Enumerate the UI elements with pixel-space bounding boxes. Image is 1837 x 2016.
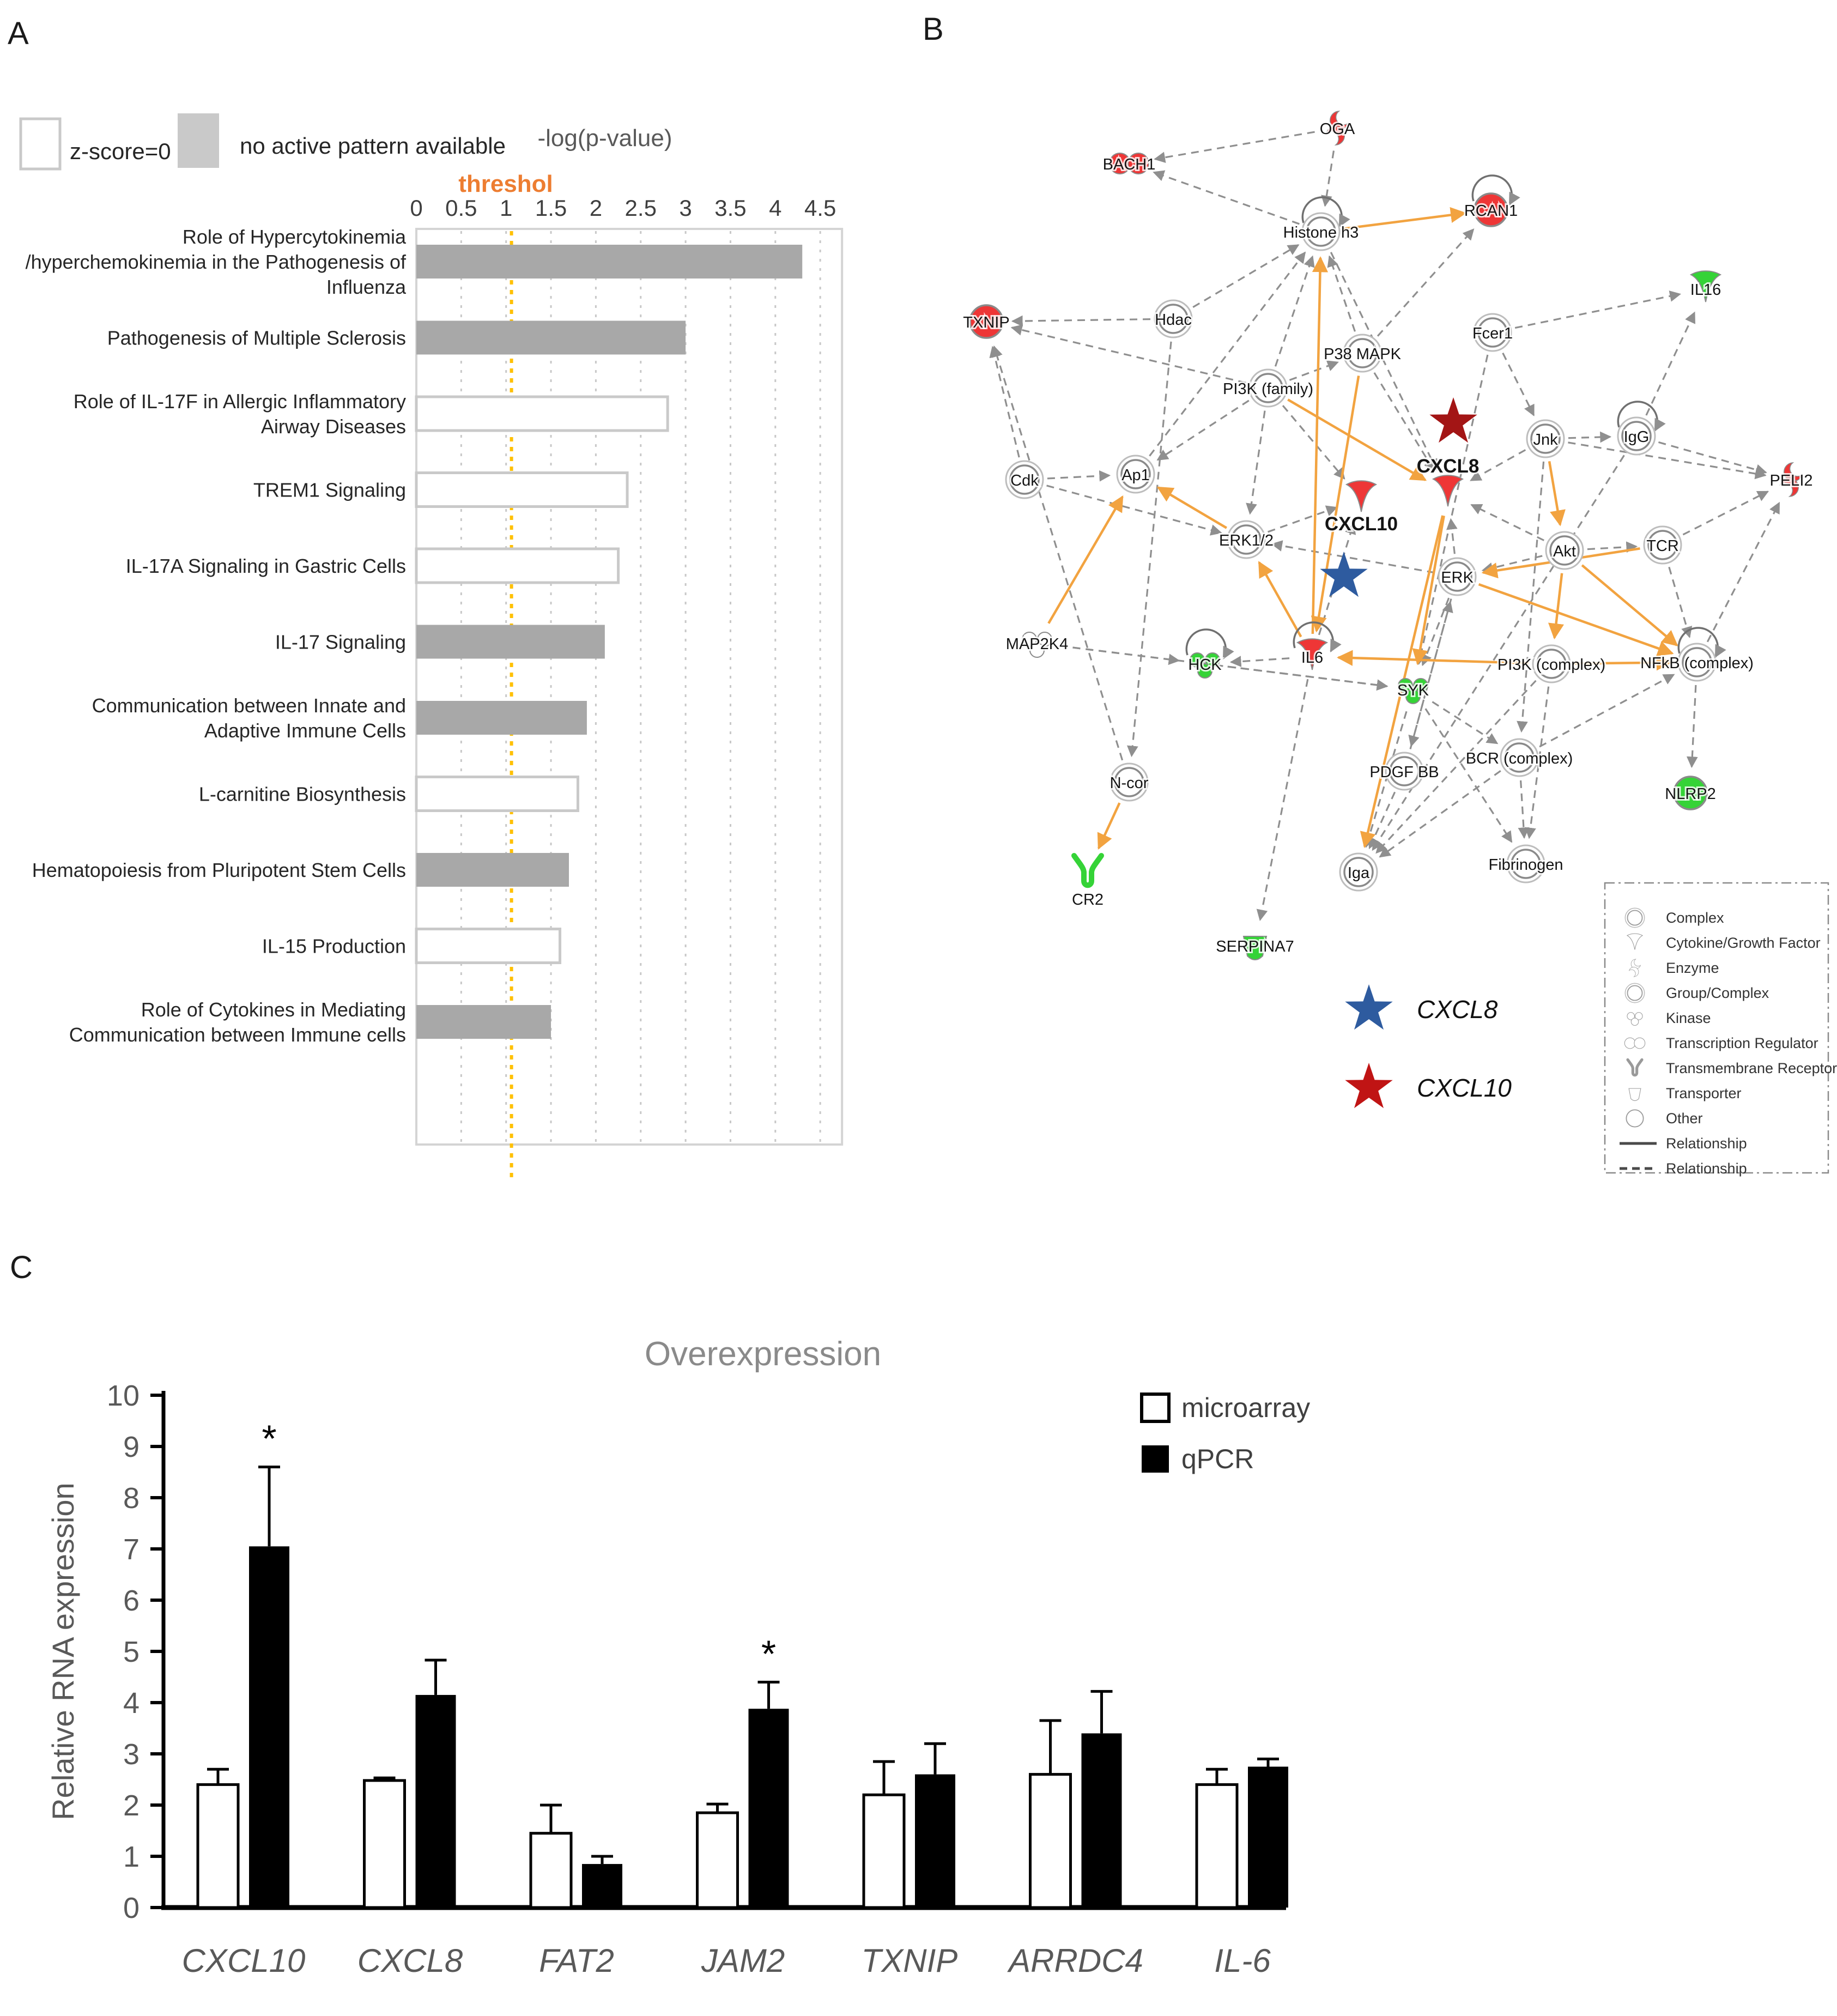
network-node-histone [1283,213,1359,250]
network-edge-histone-bach1 [1154,172,1299,224]
node-label-iga: Iga [1347,864,1370,882]
bar-microarray-ARRDC4 [1030,1775,1071,1908]
legend-swatch-qpcr [1142,1445,1169,1473]
network-node-il6 [1298,639,1327,670]
x-tick-label: 4.5 [804,195,836,221]
significance-star-CXCL10: * [262,1417,277,1460]
network-node-ap1 [1117,456,1154,493]
bar-microarray-FAT2 [531,1833,571,1908]
x-tick-label: 4 [769,195,782,221]
x-category-label: ARRDC4 [1009,1942,1143,1979]
legend-item-label: Relationship [1666,1160,1747,1177]
legend-glyph-double [1625,908,1644,927]
legend-item-label: Cytokine/Growth Factor [1666,935,1821,951]
network-edge-pi3kf-erk12 [1250,411,1265,514]
legend-item-label: Transmembrane Receptor [1666,1060,1837,1076]
network-node-p38 [1324,335,1401,372]
x-tick-label: 2 [589,195,603,221]
network-node-iga [1340,853,1377,891]
pathway-label: L-carnitine Biosynthesis [198,783,406,806]
node-label-il16: IL16 [1690,281,1721,299]
network-edge-histone-rcan1 [1344,213,1465,229]
network-edge-akt-nfkb [1582,565,1677,645]
network-edge-ap1-histone [1149,252,1305,456]
network-node-serpina7 [1216,936,1294,960]
zscore-label: z-score=0 [70,138,171,164]
network-edge-erk12-ap1 [1158,487,1227,528]
network-edge-pi3kf-ap1 [1157,401,1249,460]
y-tick-label: 8 [123,1482,140,1515]
legend-item-label: Other [1666,1110,1703,1127]
pathway-bar [416,549,619,583]
node-label-histone: Histone h3 [1283,224,1359,241]
pathway-label: Role of IL-17F in Allergic Inflammatory [73,390,406,413]
network-node-fcer1 [1472,314,1513,351]
node-label-ncor: N-cor [1110,774,1149,792]
pathway-label: Hematopoiesis from Pluripotent Stem Cells [32,859,406,881]
pathway-label: Communication between Immune cells [69,1024,406,1046]
network-edge-hdac-histone [1193,245,1298,307]
y-tick-label: 5 [123,1636,140,1668]
x-tick-label: 2.5 [625,195,657,221]
node-label-fibrinogen: Fibrinogen [1488,856,1563,874]
node-label-il6: IL6 [1301,649,1324,667]
pathway-bar [416,929,560,963]
x-tick-label: 0 [410,195,423,221]
network-edge-p38-rcan1 [1378,229,1474,336]
y-tick-label: 0 [123,1892,140,1924]
node-label-peli2: PELI2 [1769,472,1813,489]
x-category-label: JAM2 [701,1942,785,1979]
node-label-hck: HCK [1188,656,1222,674]
node-label-nfkb: NFkB (complex) [1640,655,1754,672]
bar-microarray-TXNIP [864,1795,904,1908]
network-node-jnk [1527,420,1564,457]
pathway-bar [416,397,668,431]
bar-qPCR-JAM2 [749,1709,789,1908]
network-edge-nfkb-peli2 [1707,503,1779,642]
legend-glyph-transporter [1629,1088,1641,1100]
x-tick-label: 3.5 [714,195,747,221]
legend-item-label: Relationship [1666,1135,1747,1152]
pathway-label: Airway Diseases [260,415,406,438]
network-edge-tcr-peli2 [1683,492,1768,535]
x-category-label: CXCL8 [357,1942,463,1979]
node-label-nlrp2: NLRP2 [1665,785,1716,803]
network-edge-syk-bcr [1432,702,1497,743]
x-category-label: CXCL10 [181,1942,306,1979]
legend-label-qpcr: qPCR [1181,1444,1254,1474]
node-label-hdac: Hdac [1155,311,1192,329]
node-label-rcan1: RCAN1 [1464,202,1518,220]
node-label-tcr: TCR [1646,537,1679,555]
y-tick-label: 6 [123,1584,140,1617]
network-edge-fcer1-il16 [1515,294,1680,328]
network-node-erk12 [1219,521,1274,558]
pathway-label: Influenza [326,276,406,298]
network-edge-p38-il6 [1317,376,1359,631]
pathway-bar [416,701,587,735]
legend-item-label: Group/Complex [1666,985,1769,1001]
node-label-syk: SYK [1397,682,1429,699]
network-node-map2k4 [1006,632,1068,657]
pathway-bar [416,321,686,355]
panel-a-letter: A [8,16,29,51]
x-tick-label: 0.5 [445,195,477,221]
y-axis-title: Relative RNA expression [46,1482,80,1820]
network-edge-akt-pi3kc [1555,573,1562,638]
x-tick-label: 3 [679,195,692,221]
node-label-cdk: Cdk [1010,472,1039,489]
network-node-cr2 [1072,856,1104,909]
network-edge-jnk-akt [1549,461,1560,524]
network-edge-akt-tcr [1587,547,1636,549]
legend-item-label: Kinase [1666,1010,1711,1026]
significance-star-JAM2: * [761,1632,777,1675]
network-edge-akt-cxcl8g [1471,505,1544,540]
network-edge-il6-erk12 [1259,562,1301,637]
bar-qPCR-FAT2 [582,1864,622,1908]
network-edge-bcr-fibrinogen [1521,780,1524,838]
network-edge-erk-cxcl8g [1451,519,1454,554]
node-label-ap1: Ap1 [1121,467,1150,484]
legend-label-microarray: microarray [1181,1393,1311,1423]
y-tick-label: 7 [123,1533,140,1566]
bar-microarray-IL-6 [1197,1784,1237,1908]
node-label-igg: IgG [1623,428,1650,446]
y-tick-label: 1 [123,1841,140,1873]
network-edge-ncor-cr2 [1099,803,1119,848]
panel-b-letter: B [923,11,944,47]
no-pattern-label: no active pattern available [240,133,506,159]
star-legend-icon-CXCL8 [1345,984,1392,1030]
node-label-oga: OGA [1319,120,1355,138]
network-edge-cdk-txnip [992,347,1019,458]
bar-qPCR-ARRDC4 [1082,1733,1122,1908]
network-node-pi3kc [1498,645,1605,682]
network-node-syk [1397,679,1429,704]
network-edge-jnk-igg [1568,437,1610,438]
y-tick-label: 10 [106,1379,140,1412]
node-label-cr2: CR2 [1071,891,1104,909]
network-node-tcr [1644,526,1681,564]
legend-glyph-double [1625,983,1644,1002]
network-edge-hdac-ncor [1132,342,1171,756]
network-edge-nfkb-nlrp2 [1692,685,1696,767]
star-legend-label: CXCL10 [1417,1074,1512,1102]
x-tick-label: 1.5 [535,195,567,221]
legend-swatch-microarray [1142,1394,1169,1421]
bar-microarray-CXCL10 [198,1784,238,1908]
legend-item-label: Transporter [1666,1085,1742,1101]
star-legend-icon-CXCL10 [1345,1063,1392,1108]
x-category-label: TXNIP [861,1942,958,1979]
pathway-bar-chart [21,113,842,1183]
network-edge-igg-il16 [1646,312,1695,415]
network-node-txnip [963,305,1009,338]
rna-expression-bar-chart [46,1335,1310,1979]
network-edge-bcr-nfkb [1539,675,1674,747]
legend-item-label: Complex [1666,910,1724,926]
network-edge-erk-nfkb [1479,584,1672,653]
network-edge-pi3kf-cxcl10g [1283,405,1344,479]
network-node-cdk [1006,461,1043,498]
bar-qPCR-CXCL10 [249,1546,289,1908]
pathway-label: IL-15 Production [262,935,406,958]
pathway-bar [416,625,605,659]
network-node-star_blue [1320,552,1367,597]
network-node-bach1 [1103,153,1156,174]
no-pattern-swatch [178,113,219,168]
node-label-erk12: ERK1/2 [1219,532,1274,549]
network-node-oga [1320,111,1355,145]
pathway-label: Role of Cytokines in Mediating [141,998,406,1021]
y-tick-label: 4 [123,1687,140,1720]
pathway-label: TREM1 Signaling [253,479,406,501]
network-edge-igg-peli2 [1658,442,1766,473]
network-node-nlrp2 [1665,777,1716,809]
network-edge-jnk-bcr [1521,462,1544,731]
network-node-hck [1188,653,1222,678]
node-label-cxcl8g: CXCL8 [1416,456,1480,477]
bar-qPCR-TXNIP [915,1775,955,1908]
network-edge-ncor-txnip [994,347,1122,760]
pathway-label: Adaptive Immune Cells [204,719,406,742]
network-edge-pi3kf-p38 [1289,362,1338,380]
pathway-bar [416,777,578,811]
network-edge-tcr-nfkb [1669,567,1690,637]
node-label-pdgf: PDGF BB [1369,764,1439,781]
network-edge-il6-histone [1313,258,1320,634]
network-node-igg [1618,417,1655,455]
pathway-label: Role of Hypercytokinemia [182,226,406,248]
network-node-peli2 [1770,463,1813,497]
network-node-il16 [1690,271,1721,302]
pathway-bar [416,1005,551,1039]
network-node-erk [1439,558,1476,595]
node-label-jnk: Jnk [1533,431,1558,449]
network-node-ncor [1110,764,1149,801]
bar-microarray-CXCL8 [365,1781,405,1908]
pathway-bar [416,245,802,279]
network-edge-il6-serpina7 [1260,679,1308,920]
network-edge-erk-erk12 [1272,544,1434,572]
x-category-label: FAT2 [539,1942,614,1979]
network-node-akt [1546,532,1583,569]
legend-item-label: Transcription Regulator [1666,1035,1818,1051]
network-node-cxcl8g [1417,456,1480,506]
node-label-pi3kf: PI3K (family) [1223,380,1313,398]
y-tick-label: 3 [123,1738,140,1771]
node-label-cxcl10g: CXCL10 [1324,513,1398,535]
x-category-label: IL-6 [1214,1942,1271,1979]
network-edge-pi3kf-cxcl8g [1288,399,1425,480]
network-node-bcr [1466,739,1573,776]
network-node-pi3kf [1223,370,1313,407]
node-label-serpina7: SERPINA7 [1216,938,1294,955]
node-label-p38: P38 MAPK [1324,346,1401,363]
network-node-fibrinogen [1488,845,1563,882]
pathway-bar [416,853,569,887]
pathway-bar [416,473,627,507]
network-edge-jnk-peli2 [1568,443,1765,475]
x-axis-title: -log(p-value) [537,125,672,152]
legend-item-label: Enzyme [1666,960,1719,976]
node-label-fcer1: Fcer1 [1472,325,1513,342]
star-legend-label: CXCL8 [1417,995,1498,1024]
self-loop-hck [1186,629,1226,658]
network-edge-pi3kf-txnip [1012,328,1246,383]
legend-glyph-circle [1626,1110,1643,1127]
pathway-label: Communication between Innate and [92,694,406,717]
threshold-label: threshol [458,171,553,197]
pathway-label: /hyperchemokinemia in the Pathogenesis of [25,251,406,273]
node-label-pi3kc: PI3K (complex) [1497,656,1606,674]
node-label-akt: Akt [1553,543,1576,560]
network-edge-pi3kf-histone [1275,256,1312,366]
pathway-label: IL-17A Signaling in Gastric Cells [125,555,406,577]
network-edge-fcer1-jnk [1503,353,1534,415]
y-tick-label: 2 [123,1789,140,1822]
bar-qPCR-IL-6 [1248,1767,1288,1908]
network-edge-oga-bach1 [1155,132,1314,159]
panel-c-letter: C [10,1250,33,1285]
y-tick-label: 9 [123,1431,140,1463]
node-label-bach1: BACH1 [1102,156,1156,173]
bar-qPCR-CXCL8 [416,1695,456,1908]
network-edge-map2k4-syk [1060,646,1387,686]
network-edge-hdac-txnip [1013,319,1150,322]
bar-microarray-JAM2 [698,1813,738,1908]
pathway-label: Pathogenesis of Multiple Sclerosis [107,326,406,349]
network-edge-cdk-ap1 [1047,475,1110,479]
chart-title: Overexpression [644,1335,882,1373]
network-node-hdac [1155,300,1192,337]
node-label-map2k4: MAP2K4 [1005,635,1069,653]
gene-network-diagram [963,111,1837,1177]
node-label-txnip: TXNIP [963,314,1010,331]
zscore-swatch [21,119,60,169]
x-tick-label: 1 [500,195,513,221]
node-label-bcr: BCR (complex) [1465,750,1573,767]
node-label-erk: ERK [1441,569,1474,586]
network-edge-il6-hck [1231,658,1289,662]
pathway-label: IL-17 Signaling [275,631,406,653]
